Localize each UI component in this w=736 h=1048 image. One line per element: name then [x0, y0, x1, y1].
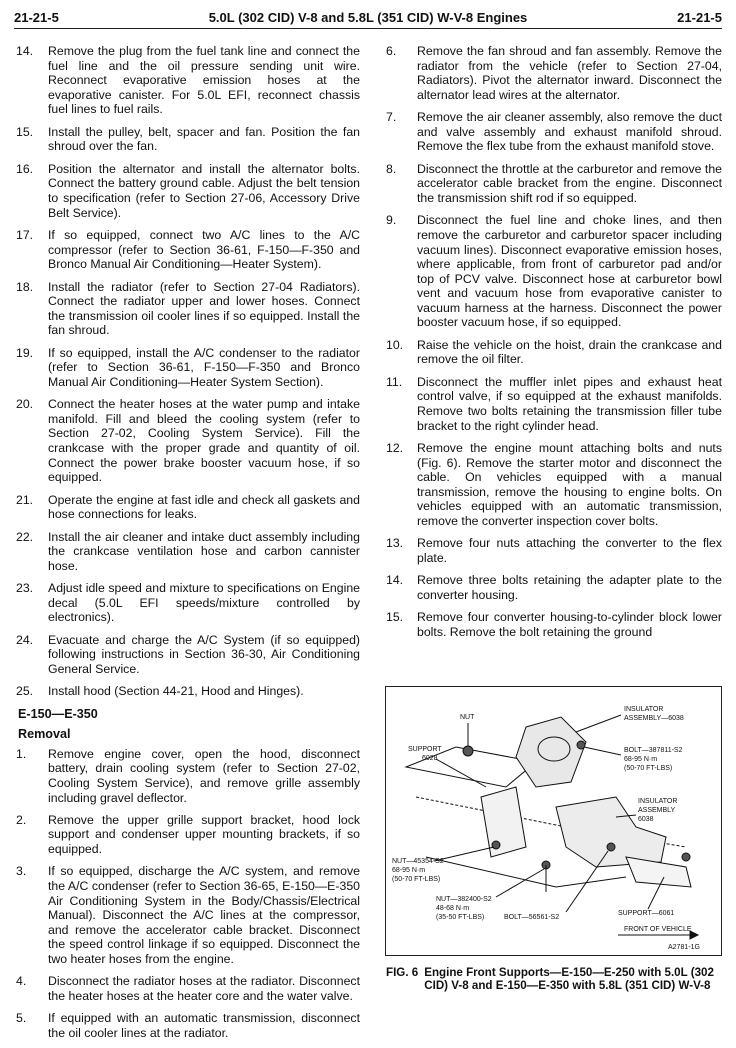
removal-step-1: 1. Remove engine cover, open the hood, disconnect battery, drain cooling system (refer to Section 27-02, Cooling System Service), and remove grille assembly including gravel deflector.: [16, 746, 360, 805]
caption-text: Engine Front Supports—E-150—E-250 with 5.0L (302 CID) V-8 and E-150—E-350 with 5.8L (351 CID) W-V-8: [424, 966, 714, 993]
step-25: 25. Install hood (Section 44-21, Hood and Hinges).: [16, 684, 304, 699]
label-nut-left-3: (50-70 FT-LBS): [392, 876, 441, 883]
step-17: 17. If so equipped, connect two A/C lines to the A/C compressor (refer to Section 36-61, F-150—F-350 and Bronco Manual Air Conditioning—Heater System).: [16, 227, 360, 272]
removal-step-15: 15. Remove four converter housing-to-cylinder block lower bolts. Remove the bolt retaining the ground: [386, 610, 722, 639]
page-title: 5.0L (302 CID) V-8 and 5.8L (351 CID) W-V-8 Engines: [208, 9, 528, 25]
page-header: [14, 6, 722, 29]
label-bolt-top-3: (50-70 FT-LBS): [624, 765, 673, 772]
caption-label: FIG. 6: [386, 966, 419, 979]
label-figure-code: A2781-1G: [668, 944, 700, 951]
removal-step-7: 7. Remove the air cleaner assembly, also remove the duct and valve assembly and exhaust manifold shroud. Remove the flex tube from the exhaust manifold stove.: [386, 110, 722, 154]
removal-step-10: 10. Raise the vehicle on the hoist, drain the crankcase and remove the oil filter.: [386, 337, 722, 367]
engine-mount-diagram: [386, 687, 721, 955]
label-insulator-top-1: INSULATOR: [624, 706, 664, 713]
leader-insulator-top: [576, 715, 621, 732]
label-insulator-top-2: ASSEMBLY—6038: [624, 715, 684, 722]
upper-insulator-shape: [516, 717, 586, 787]
label-support-right: SUPPORT—6061: [618, 910, 675, 917]
page-number-left: 21-21-5: [14, 9, 59, 25]
removal-step-14: 14. Remove three bolts retaining the adapter plate to the converter housing.: [386, 573, 722, 602]
step-24: 24. Evacuate and charge the A/C System (if so equipped) following instructions in Section 36-30, Air Conditioning General Service.: [16, 632, 360, 676]
step-18: 18. Install the radiator (refer to Section 27-04 Radiators). Connect the radiator upper and lower hoses. Connect the transmission oil cooler lines if so equipped. Install the fan shroud.: [16, 279, 360, 338]
label-support-left-1: SUPPORT: [408, 746, 442, 753]
removal-step-9: 9. Disconnect the fuel line and choke lines, and then remove the carburetor and carburetor spacer including vacuum lines). Disconnect evaporative emission hoses, where applicable, from front of carburetor pad and/or top of PCV valve. Disconnect hose at carburetor bowl vent and vacuum hose from evaporative canister to vacuum harness at the harness. Disconnect the power booster vacuum hose, if so equipped.: [386, 213, 722, 330]
label-insulator-right-1: INSULATOR: [638, 798, 678, 805]
step-22: 22. Install the air cleaner and intake duct assembly including the crankcase ventilation hose and carbon cannister hose.: [16, 529, 360, 573]
label-nut-bottom-2: 48-68 N·m: [436, 905, 470, 912]
step-23: 23. Adjust idle speed and mixture to specifications on Engine decal (5.0L EFI speeds/mixture controlled by electronics).: [16, 581, 360, 625]
step-15: 15. Install the pulley, belt, spacer and fan. Position the fan shroud over the fan.: [16, 124, 360, 154]
figure-caption: [386, 966, 722, 993]
step-21: 21. Operate the engine at fast idle and check all gaskets and hose connections for leaks.: [16, 492, 360, 522]
subsection-heading: Removal: [18, 726, 71, 741]
nut-top: [463, 746, 473, 756]
nut-left: [492, 841, 500, 849]
step-19: 19. If so equipped, install the A/C condenser to the radiator (refer to Section 36-61, F-150—F-350 and Bronco Manual Air Conditioning—Heater System Section).: [16, 345, 360, 389]
label-bolt-top-1: BOLT—387811-S2: [624, 747, 683, 754]
bolt-right: [682, 853, 690, 861]
removal-step-11: 11. Disconnect the muffler inlet pipes and exhaust heat control valve, if so equipped at the exhaust manifolds. Remove two bolts retaining the transmission filler tube bracket to the right cylinder head.: [386, 374, 722, 433]
leader-support: [436, 759, 486, 787]
bolt-top: [577, 741, 585, 749]
removal-step-4: 4. Disconnect the radiator hoses at the radiator. Disconnect the heater hoses at the heater core and the water valve.: [16, 974, 360, 1004]
step-20: 20. Connect the heater hoses at the water pump and intake manifold. Fill and bleed the cooling system (refer to Section 27-02, Cooling System Service). Fill the crankcase with the proper grade and quantity of oil. Connect the power brake booster vacuum hose, if so equipped.: [16, 397, 360, 485]
step-16: 16. Position the alternator and install the alternator bolts. Connect the battery ground cable. Adjust the belt tension to specification (refer to Section 27-06, Accessory Drive Belt Service).: [16, 161, 360, 220]
removal-step-13: 13. Remove four nuts attaching the converter to the flex plate.: [386, 536, 722, 565]
label-nut-bottom-1: NUT—382400-S2: [436, 896, 492, 903]
page-number-right: 21-21-5: [677, 9, 722, 25]
left-support-bracket: [481, 787, 526, 857]
removal-step-8: 8. Disconnect the throttle at the carburetor and remove the accelerator cable bracket from the engine. Disconnect the transmission shift rod if so equipped.: [386, 161, 722, 205]
label-nut-top: NUT: [460, 714, 475, 721]
removal-step-5: 5. If equipped with an automatic transmission, disconnect the oil cooler lines at the radiator.: [16, 1011, 360, 1040]
label-nut-left-2: 68-95 N·m: [392, 867, 426, 874]
label-nut-left-1: NUT—45354-S2: [392, 858, 444, 865]
removal-step-6: 6. Remove the fan shroud and fan assembly. Remove the radiator from the vehicle (refer to Section 27-04, Radiators). Pivot the alternator inward. Disconnect the alternator lead wires at the alternator.: [386, 44, 722, 102]
removal-step-3: 3. If so equipped, discharge the A/C system, and remove the A/C condenser (refer to Section 36-65, E-150—E-350 Air Conditioning System in the Body/Chassis/Electrical Manual). Disconnect the A/C lines at the compressor, and remove the accelerator cable bracket. Disconnect the speed control linkage if so equipped. Disconnect the two heater hoses from the engine.: [16, 864, 360, 967]
label-bolt-top-2: 68-95 N·m: [624, 756, 658, 763]
leader-bolt-top: [584, 747, 621, 755]
label-support-left-2: 6028: [422, 755, 438, 762]
label-insulator-right-3: 6038: [638, 816, 654, 823]
bolt-bottom: [607, 843, 615, 851]
removal-step-12: 12. Remove the engine mount attaching bolts and nuts (Fig. 6). Remove the starter motor and disconnect the cable. On vehicles equipped with a manual transmission, remove the housing to engine bolts. On vehicles equipped with an automatic transmission, remove the converter inspection cover bolts.: [386, 441, 722, 528]
label-insulator-right-2: ASSEMBLY: [638, 807, 676, 814]
engine-front-supports-figure: [385, 686, 722, 956]
label-bolt-bottom: BOLT—56561-S2: [504, 914, 560, 921]
left-column: [16, 44, 360, 1048]
section-heading: E-150—E-350: [18, 706, 98, 721]
label-front-of-vehicle: FRONT OF VEHICLE: [624, 926, 692, 933]
right-column: [386, 44, 722, 647]
step-14: 14. Remove the plug from the fuel tank line and connect the fuel line and the oil pressure sending unit wire. Reconnect evaporative emission hoses at the evaporative canister. For 5.0L EFI, reconnect chassis fuel lines to fuel rails.: [16, 44, 360, 117]
removal-step-2: 2. Remove the upper grille support bracket, hood lock support and condenser upper mounting brackets, if so equipped.: [16, 812, 360, 857]
label-nut-bottom-3: (35-50 FT-LBS): [436, 914, 485, 921]
